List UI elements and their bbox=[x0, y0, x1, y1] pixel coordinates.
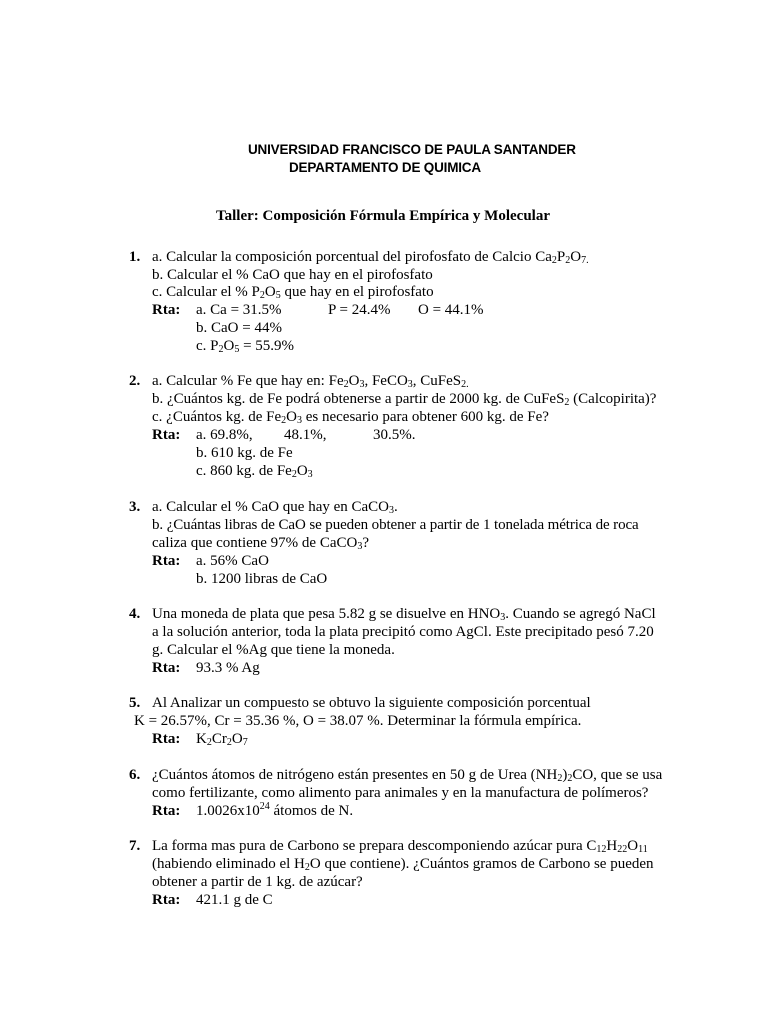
answer-text: b. CaO = 44% bbox=[196, 320, 282, 336]
answer-label: Rta: bbox=[152, 302, 181, 318]
problem-line: La forma mas pura de Carbono se prepara descomponiendo azúcar pura $C_{12}H_{22}O_{11}$ bbox=[152, 838, 648, 855]
answer-text: b. 610 kg. de Fe bbox=[196, 445, 293, 461]
problem-line: a. Calcular la composición porcentual del pirofosfato de Calcio $Ca_2P_2O_{7.}$ bbox=[152, 249, 589, 266]
answer-text: P = 24.4% bbox=[328, 302, 391, 318]
problem-line: como fertilizante, como alimento para animales y en la manufactura de polímeros? bbox=[152, 785, 649, 801]
problem-line: b. Calcular el % CaO que hay en el pirofosfato bbox=[152, 267, 433, 283]
answer-text: 30.5%. bbox=[373, 427, 416, 443]
problem-line: b. ¿Cuántos kg. de Fe podrá obtenerse a partir de 2000 kg. de CuFeS$_2$ (Calcopirita)? bbox=[152, 391, 657, 408]
answer-text: 421.1 g de C bbox=[196, 892, 273, 908]
answer-text: $K_2Cr_2O_7$ bbox=[196, 731, 248, 748]
problem-number: 4. bbox=[129, 606, 141, 622]
problem-number: 5. bbox=[129, 695, 141, 711]
problem-line: Una moneda de plata que pesa 5.82 g se disuelve en $HNO_3$. Cuando se agregó NaCl bbox=[152, 606, 656, 623]
problem-line: a la solución anterior, toda la plata precipitó como AgCl. Este precipitado pesó 7.20 bbox=[152, 624, 654, 640]
answer-label: Rta: bbox=[152, 803, 181, 819]
problem-number: 6. bbox=[129, 767, 141, 783]
answer-text: b. 1200 libras de CaO bbox=[196, 571, 328, 587]
answer-text: a. 56% CaO bbox=[196, 553, 269, 569]
problem-line: g. Calcular el %Ag que tiene la moneda. bbox=[152, 642, 395, 658]
university-heading: UNIVERSIDAD FRANCISCO DE PAULA SANTANDER bbox=[248, 142, 576, 157]
department-heading: DEPARTAMENTO DE QUIMICA bbox=[289, 160, 481, 175]
problem-line: (habiendo eliminado el $H_2O$ que contiene). ¿Cuántos gramos de Carbono se pueden bbox=[152, 856, 654, 873]
problem-number: 7. bbox=[129, 838, 141, 854]
worksheet-title: Taller: Composición Fórmula Empírica y Molecular bbox=[216, 208, 550, 224]
problem-line: a. Calcular % Fe que hay en: $Fe_2O_3$, FeCO$_3$, CuFeS$_{2.}$ bbox=[152, 373, 469, 390]
problem-line: a. Calcular el % CaO que hay en CaCO$_3$. bbox=[152, 499, 398, 516]
answer-text: 93.3 % Ag bbox=[196, 660, 260, 676]
problem-number: 1. bbox=[129, 249, 141, 265]
problem-line: c. Calcular el % $P_2O_5$ que hay en el pirofosfato bbox=[152, 284, 434, 301]
answer-label: Rta: bbox=[152, 731, 181, 747]
answer-label: Rta: bbox=[152, 553, 181, 569]
problem-line: K = 26.57%, Cr = 35.36 %, O = 38.07 %. Determinar la fórmula empírica. bbox=[134, 713, 582, 729]
answer-text: O = 44.1% bbox=[418, 302, 484, 318]
problem-number: 2. bbox=[129, 373, 141, 389]
problem-line: Al Analizar un compuesto se obtuvo la siguiente composición porcentual bbox=[152, 695, 591, 711]
answer-text: a. Ca = 31.5% bbox=[196, 302, 282, 318]
answer-label: Rta: bbox=[152, 660, 181, 676]
problem-number: 3. bbox=[129, 499, 141, 515]
problem-line: caliza que contiene 97% de CaCO$_3$? bbox=[152, 535, 370, 552]
answer-text: a. 69.8%, bbox=[196, 427, 253, 443]
answer-text: $1.0026x10^{24}$ átomos de N. bbox=[196, 801, 354, 819]
answer-label: Rta: bbox=[152, 427, 181, 443]
answer-text: 48.1%, bbox=[284, 427, 327, 443]
answer-text: c. $P_2O_5 = 55.9\%$ bbox=[196, 338, 295, 355]
answer-label: Rta: bbox=[152, 892, 181, 908]
problem-line: c. ¿Cuántos kg. de $Fe_2O_3$ es necesario para obtener 600 kg. de Fe? bbox=[152, 409, 549, 426]
problem-line: b. ¿Cuántas libras de CaO se pueden obtener a partir de 1 tonelada métrica de roca bbox=[152, 517, 639, 533]
problem-line: ¿Cuántos átomos de nitrógeno están presentes en 50 g de Urea $(NH_2)_2CO$, que se usa bbox=[152, 767, 663, 784]
answer-text: c. 860 kg. de $Fe_2O_3$ bbox=[196, 463, 313, 480]
problem-line: obtener a partir de 1 kg. de azúcar? bbox=[152, 874, 363, 890]
